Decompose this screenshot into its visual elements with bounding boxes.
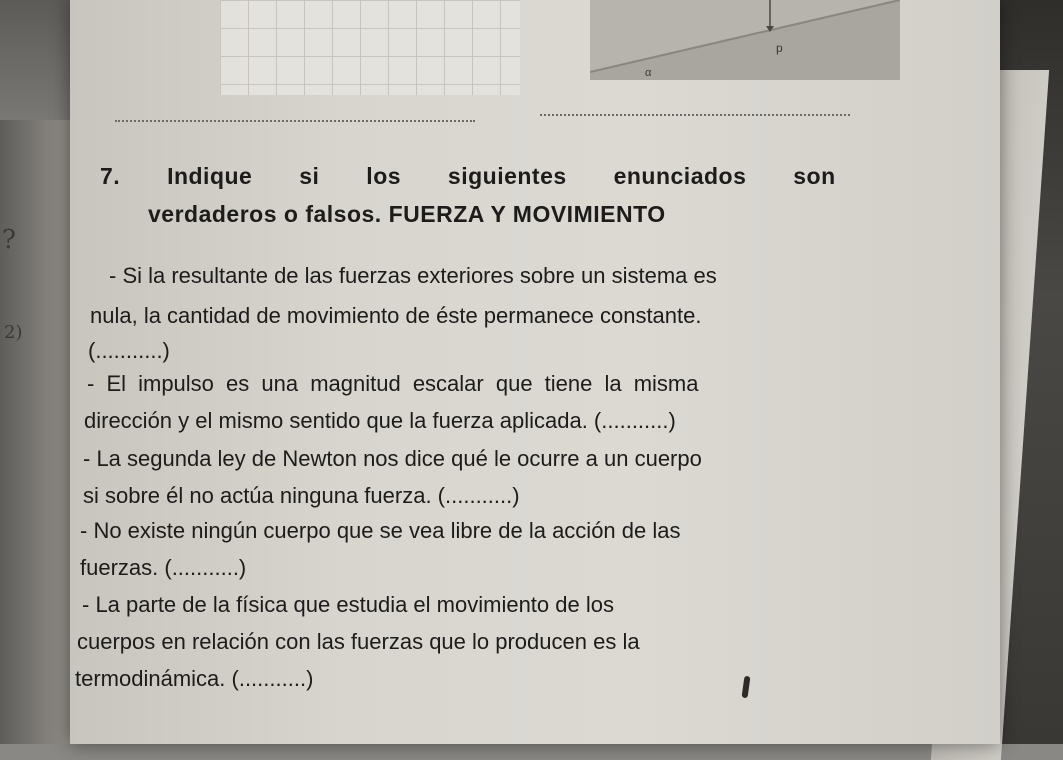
statement-1-line2: nula, la cantidad de movimiento de éste permanece constante.: [90, 303, 702, 328]
statement-4-line1: - No existe ningún cuerpo que se vea libre de la acción de las: [80, 518, 681, 543]
statement-1-line1: - Si la resultante de las fuerzas exteriores sobre un sistema es: [109, 263, 717, 288]
inclined-plane-diagram: [590, 0, 900, 80]
pen-mark: [741, 676, 750, 699]
margin-question-mark: ?: [2, 225, 16, 255]
statement-2-line2: dirección y el mismo sentido que la fuerza aplicada. (...........): [84, 408, 676, 433]
statement-1-answer-blank[interactable]: (...........): [88, 338, 170, 363]
inclined-plane-svg: [590, 0, 900, 80]
question-heading-line2: verdaderos o falsos. FUERZA Y MOVIMIENTO: [148, 201, 666, 227]
statement-2-line1: - El impulso es una magnitud escalar que tiene la misma: [87, 371, 699, 396]
question-heading-line1: 7. Indique si los siguientes enunciados son: [100, 163, 836, 189]
statement-3-line1: - La segunda ley de Newton nos dice qué le ocurre a un cuerpo: [83, 446, 702, 471]
margin-number-mark: 2): [4, 322, 23, 343]
angle-alpha-label: α: [645, 67, 652, 79]
grid-paper-clipping: [220, 0, 520, 95]
statement-5-line3: termodinámica. (...........): [75, 666, 314, 691]
statement-3-line2: si sobre él no actúa ninguna fuerza. (...........): [83, 483, 520, 508]
worksheet-page: [70, 0, 1000, 744]
force-p-label: p: [776, 41, 783, 55]
dotted-answer-line-2: [540, 114, 850, 116]
dotted-answer-line-1: [115, 120, 475, 122]
statement-5-line2: cuerpos en relación con las fuerzas que lo producen es la: [77, 629, 640, 654]
statement-5-line1: - La parte de la física que estudia el movimiento de los: [82, 592, 614, 617]
statement-4-line2: fuerzas. (...........): [80, 555, 247, 580]
